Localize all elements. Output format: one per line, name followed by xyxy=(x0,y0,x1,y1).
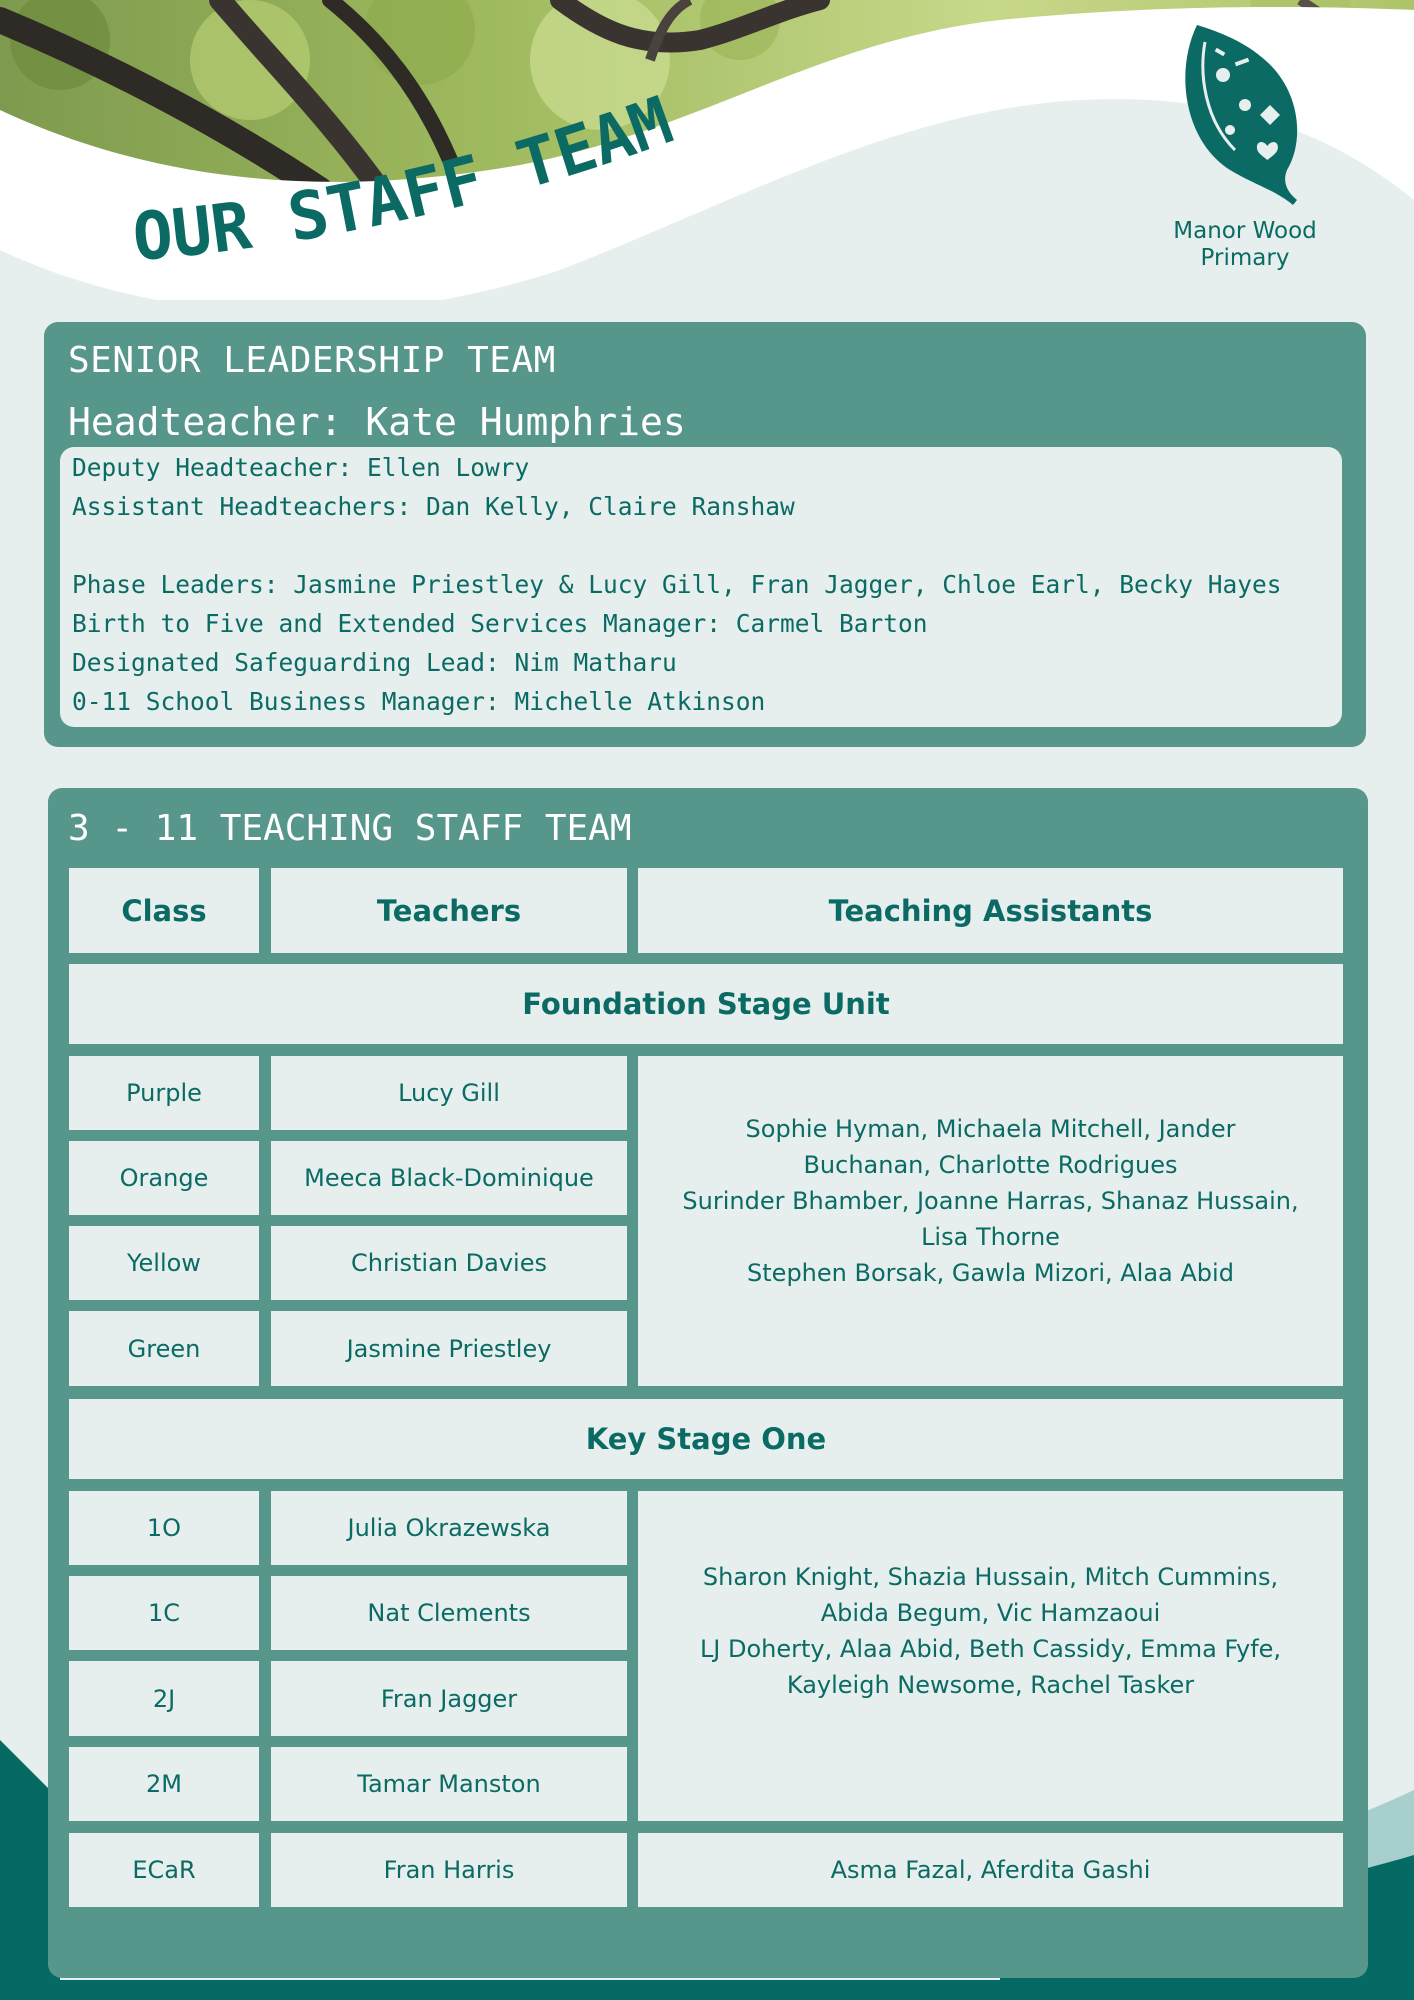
table-row-class: ECaR xyxy=(69,1833,259,1907)
foundation-assistants xyxy=(638,1056,1343,1386)
slt-panel xyxy=(44,322,1366,747)
table-row-teacher: Lucy Gill xyxy=(271,1056,627,1130)
assistant-line: Lisa Thorne xyxy=(921,1223,1060,1251)
table-row-class: Orange xyxy=(69,1141,259,1215)
assistant-line: Sharon Knight, Shazia Hussain, Mitch Cummins, xyxy=(702,1563,1279,1591)
table-row-teacher: Meeca Black-Dominique xyxy=(271,1141,627,1215)
school-name-line2: Primary xyxy=(1200,245,1290,271)
table-row-teacher: Jasmine Priestley xyxy=(271,1311,627,1386)
slt-heading: SENIOR LEADERSHIP TEAM xyxy=(68,340,556,381)
teaching-panel xyxy=(48,788,1368,1978)
assistant-line: Kayleigh Newsome, Rachel Tasker xyxy=(786,1671,1195,1699)
table-row-class: 1C xyxy=(69,1576,259,1650)
assistant-line: Sophie Hyman, Michaela Mitchell, Jander xyxy=(745,1115,1236,1143)
slt-line-phase-leaders: Phase Leaders: Jasmine Priestley & Lucy Gill, Fran Jagger, Chloe Earl, Becky Hayes xyxy=(72,570,1282,599)
school-name-line1: Manor Wood xyxy=(1173,218,1317,244)
svg-text:OUR STAFF TEAM xyxy=(130,82,682,270)
section-key-stage-one: Key Stage One xyxy=(69,1399,1343,1479)
table-row-teacher: Julia Okrazewska xyxy=(271,1491,627,1565)
assistant-line: Abida Begum, Vic Hamzaoui xyxy=(820,1599,1161,1627)
assistant-line: Stephen Borsak, Gawla Mizori, Alaa Abid xyxy=(747,1259,1234,1287)
table-row-teacher: Christian Davies xyxy=(271,1226,627,1300)
table-row-class: Yellow xyxy=(69,1226,259,1300)
slt-card xyxy=(60,447,1342,727)
table-row-teacher: Nat Clements xyxy=(271,1576,627,1650)
headteacher-line: Headteacher: Kate Humphries xyxy=(68,400,686,444)
assistant-line: Buchanan, Charlotte Rodrigues xyxy=(803,1151,1178,1179)
teaching-heading: 3 - 11 TEACHING STAFF TEAM xyxy=(68,808,632,849)
slt-line-assistants: Assistant Headteachers: Dan Kelly, Claire Ranshaw xyxy=(72,492,795,521)
column-header-class: Class xyxy=(69,868,259,953)
table-row-class: 2J xyxy=(69,1661,259,1736)
slt-line-safeguarding: Designated Safeguarding Lead: Nim Matharu xyxy=(72,648,677,677)
column-header-teaching-assistants: Teaching Assistants xyxy=(638,868,1343,953)
assistant-line: LJ Doherty, Alaa Abid, Beth Cassidy, Emma Fyfe, xyxy=(699,1635,1282,1663)
table-row-teacher: Tamar Manston xyxy=(271,1747,627,1821)
column-header-teachers: Teachers xyxy=(271,868,627,953)
table-row-class: Green xyxy=(69,1311,259,1386)
school-logo-icon xyxy=(1175,20,1315,205)
school-name xyxy=(1140,218,1350,272)
page-title xyxy=(130,70,780,270)
table-row-teacher: Fran Jagger xyxy=(271,1661,627,1736)
table-row-class: 1O xyxy=(69,1491,259,1565)
ks1-assistants xyxy=(638,1491,1343,1821)
table-row-teacher: Fran Harris xyxy=(271,1833,627,1907)
table-row-class: Purple xyxy=(69,1056,259,1130)
assistant-line: Surinder Bhamber, Joanne Harras, Shanaz Hussain, xyxy=(682,1187,1299,1215)
slt-line-birth-to-five: Birth to Five and Extended Services Manager: Carmel Barton xyxy=(72,609,928,638)
ecar-assistants: Asma Fazal, Aferdita Gashi xyxy=(638,1833,1343,1907)
table-row-class: 2M xyxy=(69,1747,259,1821)
page-title-text: OUR STAFF TEAM xyxy=(130,81,682,270)
slt-line-deputy: Deputy Headteacher: Ellen Lowry xyxy=(72,453,530,482)
slt-line-business-manager: 0-11 School Business Manager: Michelle Atkinson xyxy=(72,687,766,716)
section-foundation-stage: Foundation Stage Unit xyxy=(69,964,1343,1044)
footer-bar xyxy=(0,1980,1414,2000)
